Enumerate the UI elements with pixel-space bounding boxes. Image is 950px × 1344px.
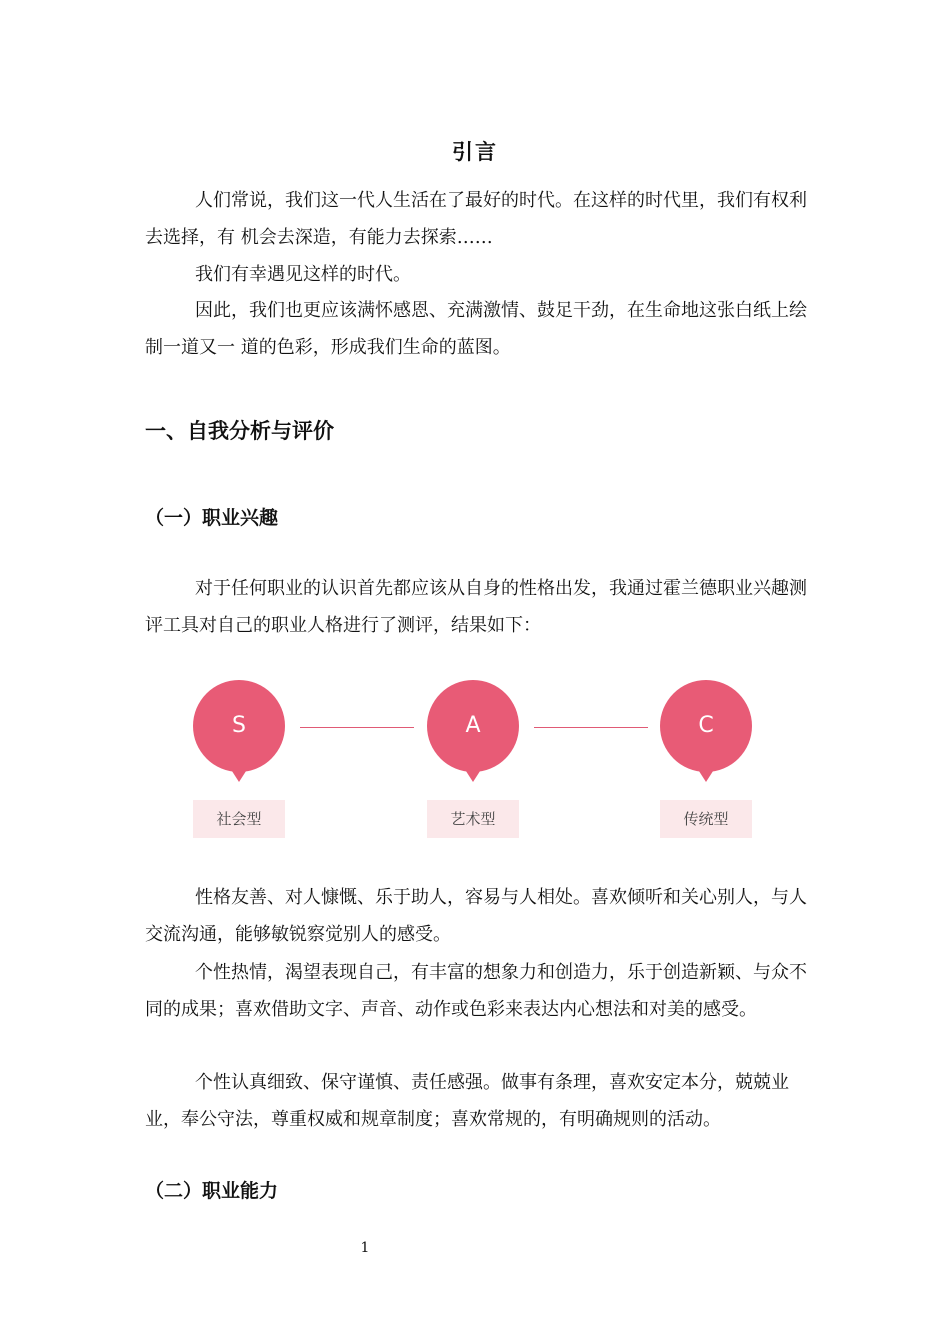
pointer-icon <box>230 768 248 782</box>
holland-letter: A <box>465 713 481 738</box>
trait-paragraph-social: 性格友善、对人慷慨、乐于助人，容易与人相处。喜欢倾听和关心别人，与人交流沟通，能够敏锐察觉别人的感受。 <box>145 887 807 945</box>
holland-type-label: 艺术型 <box>427 800 519 838</box>
trait-paragraph-conventional: 个性认真细致、保守谨慎、责任感强。做事有条理，喜欢安定本分，兢兢业业，奉公守法，尊重权威和规章制度；喜欢常规的，有明确规则的活动。 <box>145 1072 789 1130</box>
holland-type-label: 传统型 <box>660 800 752 838</box>
career-interest-intro: 对于任何职业的认识首先都应该从自身的性格出发，我通过霍兰德职业兴趣测评工具对自己的职业人格进行了测评，结果如下： <box>145 578 807 636</box>
holland-letter: C <box>698 713 714 738</box>
pointer-icon <box>697 768 715 782</box>
holland-code-diagram <box>180 670 780 850</box>
connector-line <box>534 727 648 728</box>
holland-node-social <box>193 680 285 828</box>
connector-line <box>300 727 414 728</box>
intro-paragraph-3: 因此，我们也更应该满怀感恩、充满激情、鼓足干劲，在生命地这张白纸上绘制一道又一 道的色彩，形成我们生命的蓝图。 <box>145 300 807 358</box>
subsection-heading-career-ability: （二）职业能力 <box>145 1180 279 1202</box>
intro-paragraph-1: 人们常说，我们这一代人生活在了最好的时代。在这样的时代里，我们有权利去选择，有 机会去深造，有能力去探索…… <box>145 190 807 248</box>
holland-node-conventional <box>660 680 752 828</box>
subsection-heading-career-interest: （一）职业兴趣 <box>145 507 279 529</box>
holland-node-artistic <box>427 680 519 828</box>
holland-circle <box>660 680 752 772</box>
holland-circle <box>427 680 519 772</box>
pointer-icon <box>464 768 482 782</box>
trait-paragraph-artistic: 个性热情，渴望表现自己，有丰富的想象力和创造力，乐于创造新颖、与众不同的成果；喜欢借助文字、声音、动作或色彩来表达内心想法和对美的感受。 <box>145 962 807 1020</box>
intro-paragraph-2: 我们有幸遇见这样的时代。 <box>195 264 411 285</box>
holland-circle <box>193 680 285 772</box>
page-number: 1 <box>360 1240 370 1256</box>
section-heading-self-analysis: 一、自我分析与评价 <box>145 419 334 443</box>
holland-type-label: 社会型 <box>193 800 285 838</box>
holland-letter: S <box>232 713 246 738</box>
page-title: 引言 <box>452 140 498 164</box>
